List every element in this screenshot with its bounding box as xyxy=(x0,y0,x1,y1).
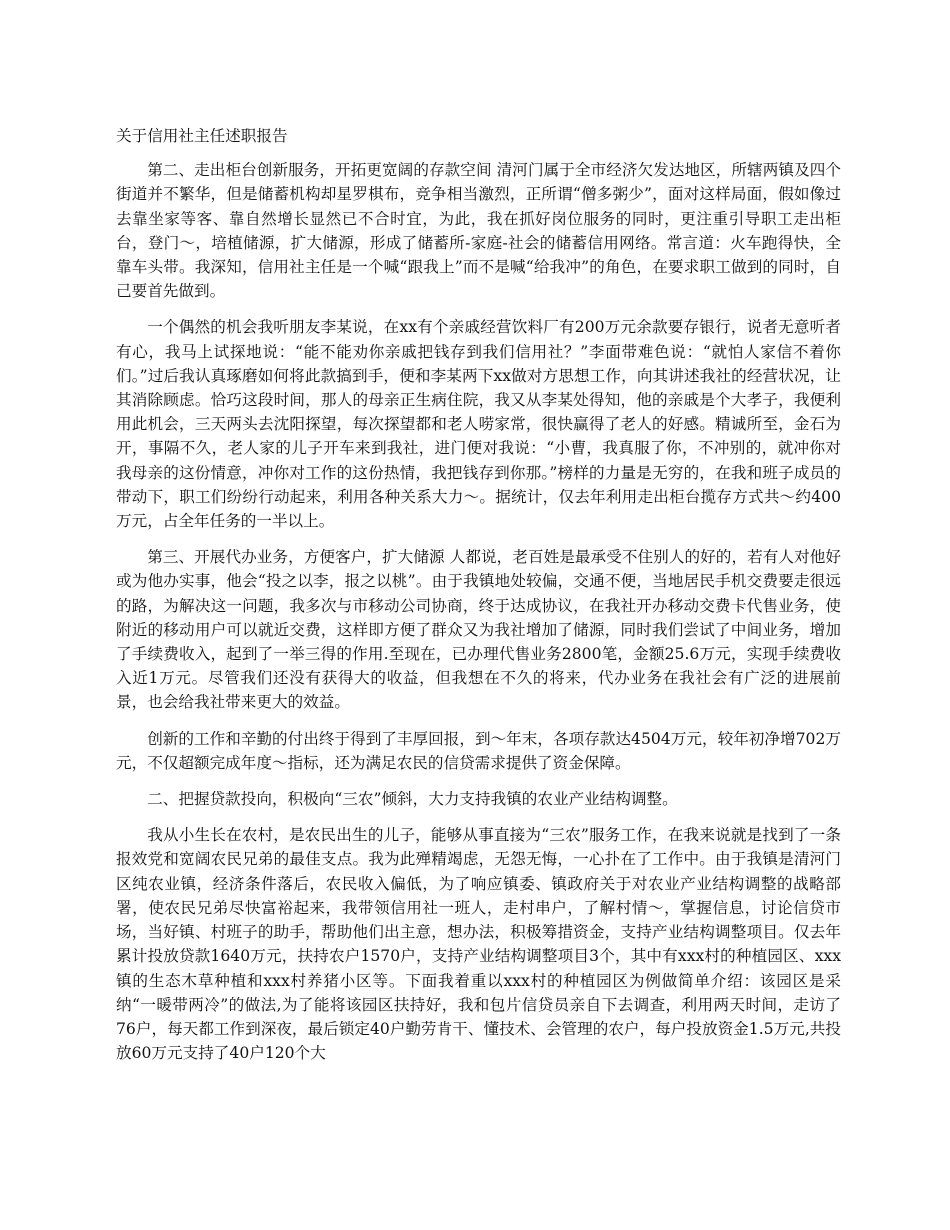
document-title: 关于信用社主任述职报告 xyxy=(116,127,288,145)
paragraph-2: 一个偶然的机会我听朋友李某说，在xx有个亲戚经营饮料厂有200万元余款要存银行，说者无意听者有心，我马上试探地说：“能不能劝你亲戚把钱存到我们信用社？”李面带难色说：“就怕人家信不着你们。”过后我认真琢磨如何将此款搞到手，便和李某两下xx做对方思想工作，向其讲述我社的经营状况，让其消除顾虑。恰巧这段时间，那人的母亲正生病住院，我又从李某处得知，他的亲戚是个大孝子，我便利用此机会，三天两头去沈阳探望，每次探望都和老人唠家常，很快赢得了老人的好感。精诚所至，金石为开，事隔不久，老人家的儿子开车来到我社，进门便对我说：“小曹，我真服了你，不冲别的，就冲你对我母亲的这份情意，冲你对工作的这份热情，我把钱存到你那。”榜样的力量是无穷的，在我和班子成员的带动下，职工们纷纷行动起来，利用各种关系大力～。据统计，仅去年利用走出柜台揽存方式共～约400万元，占全年任务的一半以上。 xyxy=(116,318,841,531)
paragraph-5: 二、把握贷款投向，积极向“三农”倾斜，大力支持我镇的农业产业结构调整。 xyxy=(147,790,678,809)
paragraph-1: 第二、走出柜台创新服务，开拓更宽阔的存款空间 清河门属于全市经济欠发达地区，所辖两镇及四个街道并不繁华，但是储蓄机构却星罗棋布，竞争相当激烈，正所谓“僧多粥少”，面对这样局面，假如像过去靠坐家等客、靠自然增长显然已不合时宜，为此，我在抓好岗位服务的同时，更注重引导职工走出柜台，登门～，培植储源，扩大储源，形成了储蓄所-家庭-社会的储蓄信用网络。常言道：火车跑得快，全靠车头带。我深知，信用社主任是一个喊“跟我上”而不是喊“给我冲”的角色，在要求职工做到的同时，自己要首先做到。 xyxy=(116,161,841,301)
paragraph-6: 我从小生长在农村，是农民出生的儿子，能够从事直接为“三农”服务工作，在我来说就是找到了一条报效党和宽阔农民兄弟的最佳支点。我为此殚精竭虑，无怨无悔，一心扑在了工作中。由于我镇是清河门区纯农业镇，经济条件落后，农民收入偏低，为了响应镇委、镇政府关于对农业产业结构调整的战略部署，使农民兄弟尽快富裕起来，我带领信用社一班人，走村串户，了解村情～，掌握信息，讨论信贷市场，当好镇、村班子的助手，帮助他们出主意，想办法，积极筹措资金，支持产业结构调整项目。仅去年累计投放贷款1640万元，扶持农户1570户，支持产业结构调整项目3个，其中有xxx村的种植园区、xxx镇的生态木草种植和xxx村养猪小区等。下面我着重以xxx村的种植园区为例做简单介绍：该园区是采纳“一暖带两冷”的做法,为了能将该园区扶持好，我和包片信贷员亲自下去调查，利用两天时间，走访了76户，每天都工作到深夜，最后锁定40户勤劳肯干、懂技术、会管理的农户，每户投放资金1.5万元,共投放60万元支持了40户120个大 xyxy=(116,826,841,1063)
document-page xyxy=(116,124,841,1077)
paragraph-4: 创新的工作和辛勤的付出终于得到了丰厚回报，到～年末，各项存款达4504万元，较年初净增702万元，不仅超额完成年度～指标，还为满足农民的信贷需求提供了资金保障。 xyxy=(116,729,841,772)
paragraph-3: 第三、开展代办业务，方便客户，扩大储源 人都说，老百姓是最承受不住别人的好的，若有人对他好或为他办实事，他会“投之以李，报之以桃”。由于我镇地处较偏，交通不便，当地居民手机交费要走很远的路，为解决这一问题，我多次与市移动公司协商，终于达成协议，在我社开办移动交费卡代售业务，使附近的移动用户可以就近交费，这样即方便了群众又为我社增加了储源，同时我们尝试了中间业务，增加了手续费收入，起到了一举三得的作用.至现在，已办理代售业务2800笔，金额25.6万元，实现手续费收入近1万元。尽管我们还没有获得大的收益，但我想在不久的将来，代办业务在我社会有广泛的进展前景，也会给我社带来更大的效益。 xyxy=(116,548,841,712)
